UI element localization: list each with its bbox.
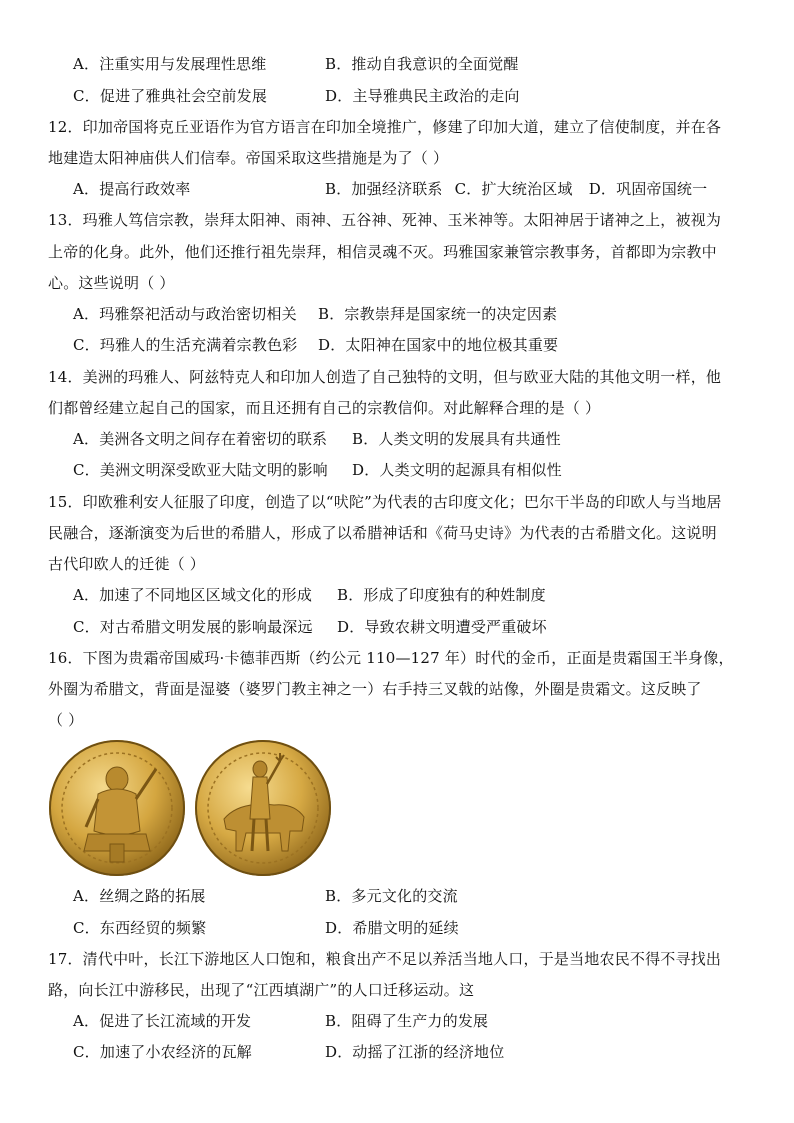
q16-option-c[interactable]: C．东西经贸的频繁 [73,919,207,937]
q11-option-a[interactable]: A．注重实用与发展理性思维 [73,55,267,73]
q15-option-d[interactable]: D．导致农耕文明遭受严重破坏 [337,618,547,636]
coin-obverse-image [48,739,186,877]
q15-option-a[interactable]: A．加速了不同地区区域文化的形成 [73,586,313,604]
q13-stem-line-3: 心。这些说明（ ） [48,274,175,292]
q14-stem-line-1: 14．美洲的玛雅人、阿兹特克人和印加人创造了自己独特的文明，但与欧亚大陆的其他文明一样，他 [48,368,722,386]
q14-stem-line-2: 们都曾经建立起自己的国家，而且还拥有自己的宗教信仰。对此解释合理的是（ ） [48,399,601,417]
q12-option-d[interactable]: D．巩固帝国统一 [588,180,708,198]
q17-option-a[interactable]: A．促进了长江流域的开发 [73,1012,252,1030]
q11-option-b[interactable]: B．推动自我意识的全面觉醒 [325,55,519,73]
q14-option-b[interactable]: B．人类文明的发展具有共通性 [352,430,561,448]
q17-stem-line-2: 路，向长江中游移民，出现了“江西填湖广”的人口迁移运动。这 [48,981,475,999]
q15-stem-line-2: 民融合，逐渐演变为后世的希腊人，形成了以希腊神话和《荷马史诗》为代表的古希腊文化。这说明 [48,524,717,542]
q12-options-bcd [325,179,707,199]
q16-stem-line-1: 16．下图为贵霜帝国威玛·卡德菲西斯（约公元 110—127 年）时代的金币，正面是贵霜国王半身像， [48,649,734,667]
q16-option-d[interactable]: D．希腊文明的延续 [325,919,459,937]
q12-option-c[interactable]: C．扩大统治区域 [454,180,573,198]
q13-stem-line-2: 上帝的化身。此外，他们还推行祖先崇拜，相信灵魂不灭。玛雅国家兼管宗教事务，首都即为宗教中 [48,243,717,261]
q12-option-a[interactable]: A．提高行政效率 [73,180,191,198]
q11-option-c[interactable]: C．促进了雅典社会空前发展 [73,87,268,105]
q13-option-b[interactable]: B．宗教崇拜是国家统一的决定因素 [318,305,558,323]
q16-stem-line-3: （ ） [48,711,84,729]
q13-option-a[interactable]: A．玛雅祭祀活动与政治密切相关 [73,305,297,323]
q17-option-b[interactable]: B．阻碍了生产力的发展 [325,1012,489,1030]
q17-stem-line-1: 17．清代中叶，长江下游地区人口饱和，粮食出产不足以养活当地人口，于是当地农民不得不寻找出 [48,950,722,968]
q13-option-d[interactable]: D．太阳神在国家中的地位极其重要 [318,336,559,354]
q16-option-a[interactable]: A．丝绸之路的拓展 [73,887,206,905]
q13-option-c[interactable]: C．玛雅人的生活充满着宗教色彩 [73,336,298,354]
q17-option-c[interactable]: C．加速了小农经济的瓦解 [73,1043,252,1061]
q15-option-c[interactable]: C．对古希腊文明发展的影响最深远 [73,618,313,636]
q15-option-b[interactable]: B．形成了印度独有的种姓制度 [337,586,546,604]
q14-option-c[interactable]: C．美洲文明深受欧亚大陆文明的影响 [73,461,328,479]
q11-option-d[interactable]: D．主导雅典民主政治的走向 [325,87,520,105]
q15-stem-line-3: 古代印欧人的迁徙（ ） [48,555,205,573]
q16-stem-line-2: 外圈为希腊文，背面是湿婆（婆罗门教主神之一）右手持三叉戟的站像，外圈是贵霜文。这反映了 [48,680,702,698]
q15-stem-line-1: 15．印欧雅利安人征服了印度，创造了以“吠陀”为代表的古印度文化；巴尔干半岛的印欧人与当地居 [48,493,722,511]
coin-reverse-image [194,739,332,877]
q12-stem-line-2: 地建造太阳神庙供人们信奉。帝国采取这些措施是为了（ ） [48,149,449,167]
q12-option-b[interactable]: B．加强经济联系 [325,180,443,198]
q13-stem-line-1: 13．玛雅人笃信宗教，崇拜太阳神、雨神、五谷神、死神、玉米神等。太阳神居于诸神之上，被视为 [48,211,722,229]
q17-option-d[interactable]: D．动摇了江浙的经济地位 [325,1043,505,1061]
q14-option-d[interactable]: D．人类文明的起源具有相似性 [352,461,562,479]
q16-option-b[interactable]: B．多元文化的交流 [325,887,458,905]
q14-option-a[interactable]: A．美洲各文明之间存在着密切的联系 [73,430,328,448]
q12-stem-line-1: 12．印加帝国将克丘亚语作为官方语言在印加全境推广，修建了印加大道，建立了信使制度，并在各 [48,118,722,136]
